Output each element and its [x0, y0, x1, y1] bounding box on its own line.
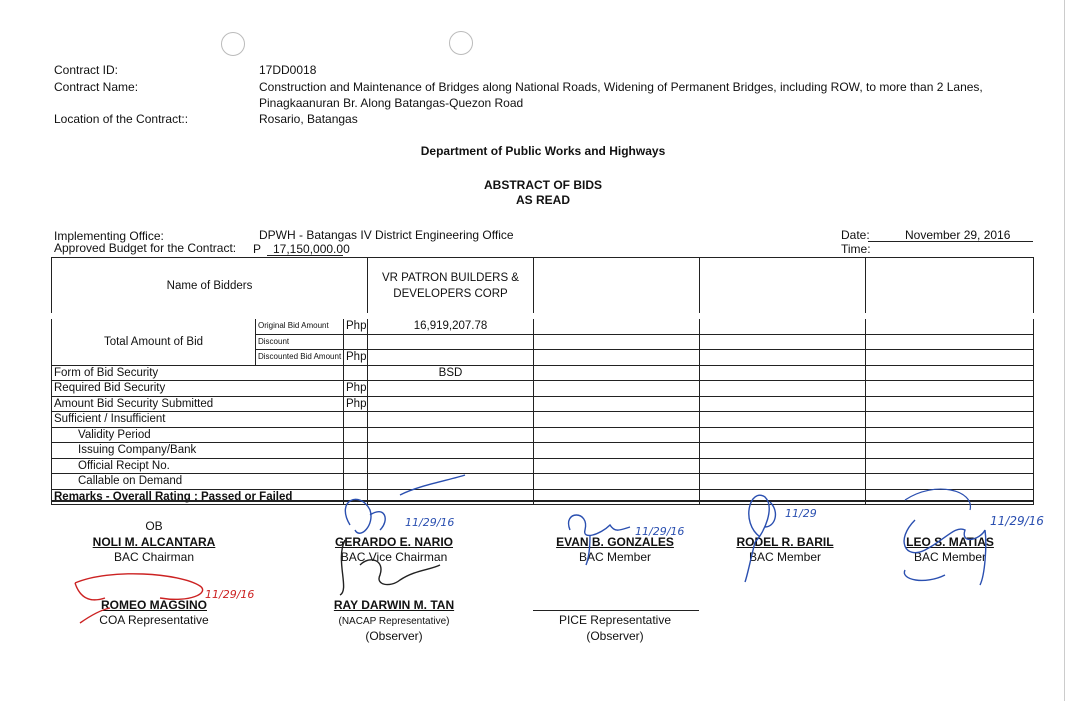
signature-member-3 [885, 480, 1044, 590]
contract-id-label: Contract ID: [54, 63, 119, 77]
time-label: Time: [841, 242, 871, 256]
bidder-1-original-amount: 16,919,207.78 [368, 316, 534, 334]
validity-period-label: Validity Period [52, 427, 344, 443]
pice-role: PICE Representative [558, 613, 672, 627]
nacap-name: RAY DARWIN M. TAN [333, 598, 455, 612]
abc-value: 17,150,000.00 [273, 242, 350, 256]
svg-text:11/29/16: 11/29/16 [205, 588, 255, 601]
table-row [52, 316, 1034, 334]
abc-label: Approved Budget for the Contract: [54, 241, 237, 255]
table-row [52, 258, 1034, 317]
php-label: Php [344, 381, 368, 397]
signature-vice-chair [330, 470, 470, 600]
member-3-role: BAC Member [913, 550, 987, 564]
signature-member-1 [560, 505, 685, 565]
svg-text:11/29/16: 11/29/16 [405, 516, 455, 529]
table-row [52, 427, 1034, 443]
bidder-1-form-of-security: BSD [368, 365, 534, 381]
bidder-1-name [368, 258, 534, 317]
abstract-subtitle: AS READ [515, 193, 570, 207]
table-row [52, 381, 1034, 397]
bidder-1-name-line1: VR PATRON BUILDERS & [382, 271, 519, 284]
issuing-company-label: Issuing Company/Bank [52, 443, 344, 459]
member-1-role: BAC Member [578, 550, 652, 564]
coa-name: ROMEO MAGSINO [100, 598, 207, 612]
punch-hole-left [221, 32, 245, 56]
bidder-3-name [700, 258, 866, 317]
location-value: Rosario, Batangas [259, 112, 358, 126]
abstract-title: ABSTRACT OF BIDS [484, 178, 602, 192]
contract-name-label: Contract Name: [54, 80, 139, 94]
office-label: Implementing Office: [54, 229, 164, 243]
office-value: DPWH - Batangas IV District Engineering Office [259, 228, 514, 242]
chair-name: NOLI M. ALCANTARA [92, 535, 216, 549]
table-row [52, 412, 1034, 428]
agency-title: Department of Public Works and Highways [420, 144, 666, 158]
discount-label: Discount [256, 334, 344, 350]
nacap-role: (NACAP Representative) [338, 616, 450, 627]
pice-observer: (Observer) [586, 629, 644, 643]
member-2-name: RODEL R. BARIL [736, 535, 834, 549]
remarks-label: Remarks - Overall Rating : Passed or Failed [52, 489, 344, 505]
table-row [52, 458, 1034, 474]
signature-member-2 [735, 482, 835, 582]
official-receipt-label: Official Recipt No. [52, 458, 344, 474]
bidder-4-name [866, 258, 1034, 317]
contract-name-line1: Construction and Maintenance of Bridges along National Roads, Widening of Permanent Bridges, including ROW, to more than 2 Lanes, [259, 80, 983, 94]
contract-id-value: 17DD0018 [259, 63, 317, 77]
nacap-observer: (Observer) [365, 629, 423, 643]
vice-chair-name: GERARDO E. NARIO [334, 535, 453, 549]
svg-text:11/29/16: 11/29/16 [990, 514, 1044, 528]
table-row [52, 443, 1034, 459]
member-2-role: BAC Member [748, 550, 822, 564]
bidder-1-name-line2: DEVELOPERS CORP [393, 287, 508, 300]
table-row [52, 396, 1034, 412]
date-value: November 29, 2016 [905, 228, 1011, 242]
sufficient-label: Sufficient / Insufficient [52, 412, 344, 428]
chair-prefix: OB [145, 519, 163, 533]
php-label: Php [344, 396, 368, 412]
date-underline [868, 241, 1033, 242]
signature-coa [70, 568, 255, 628]
bids-table [51, 257, 1034, 505]
vice-chair-role: BAC Vice Chairman [340, 550, 448, 564]
required-bid-security-label: Required Bid Security [52, 381, 344, 397]
coa-role: COA Representative [99, 613, 209, 627]
table-row [52, 365, 1034, 381]
callable-on-demand-label: Callable on Demand [52, 474, 344, 490]
pice-signature-line [533, 610, 699, 611]
member-3-name: LEO S. MATIAS [906, 535, 994, 549]
php-label: Php [344, 350, 368, 366]
form-of-bid-security-label: Form of Bid Security [52, 365, 344, 381]
location-label: Location of the Contract:: [54, 112, 189, 126]
member-1-name: EVAN B. GONZALES [556, 535, 674, 549]
bidder-2-name [534, 258, 700, 317]
total-amount-label: Total Amount of Bid [52, 316, 256, 365]
abc-currency: P [253, 242, 262, 256]
date-label: Date: [841, 228, 870, 242]
svg-text:11/29: 11/29 [785, 507, 817, 520]
page-edge [1064, 0, 1065, 701]
chair-role: BAC Chairman [113, 550, 195, 564]
punch-hole-right [449, 31, 473, 55]
discounted-bid-amount-label: Discounted Bid Amount [256, 350, 344, 366]
svg-text:11/29/16: 11/29/16 [635, 525, 685, 538]
original-bid-amount-label: Original Bid Amount [256, 316, 344, 334]
abc-underline [267, 255, 343, 256]
name-of-bidders-header: Name of Bidders [52, 258, 368, 317]
php-label: Php [344, 316, 368, 334]
amount-bid-security-label: Amount Bid Security Submitted [52, 396, 344, 412]
contract-name-line2: Pinagkaanuran Br. Along Batangas-Quezon Road [259, 96, 524, 110]
